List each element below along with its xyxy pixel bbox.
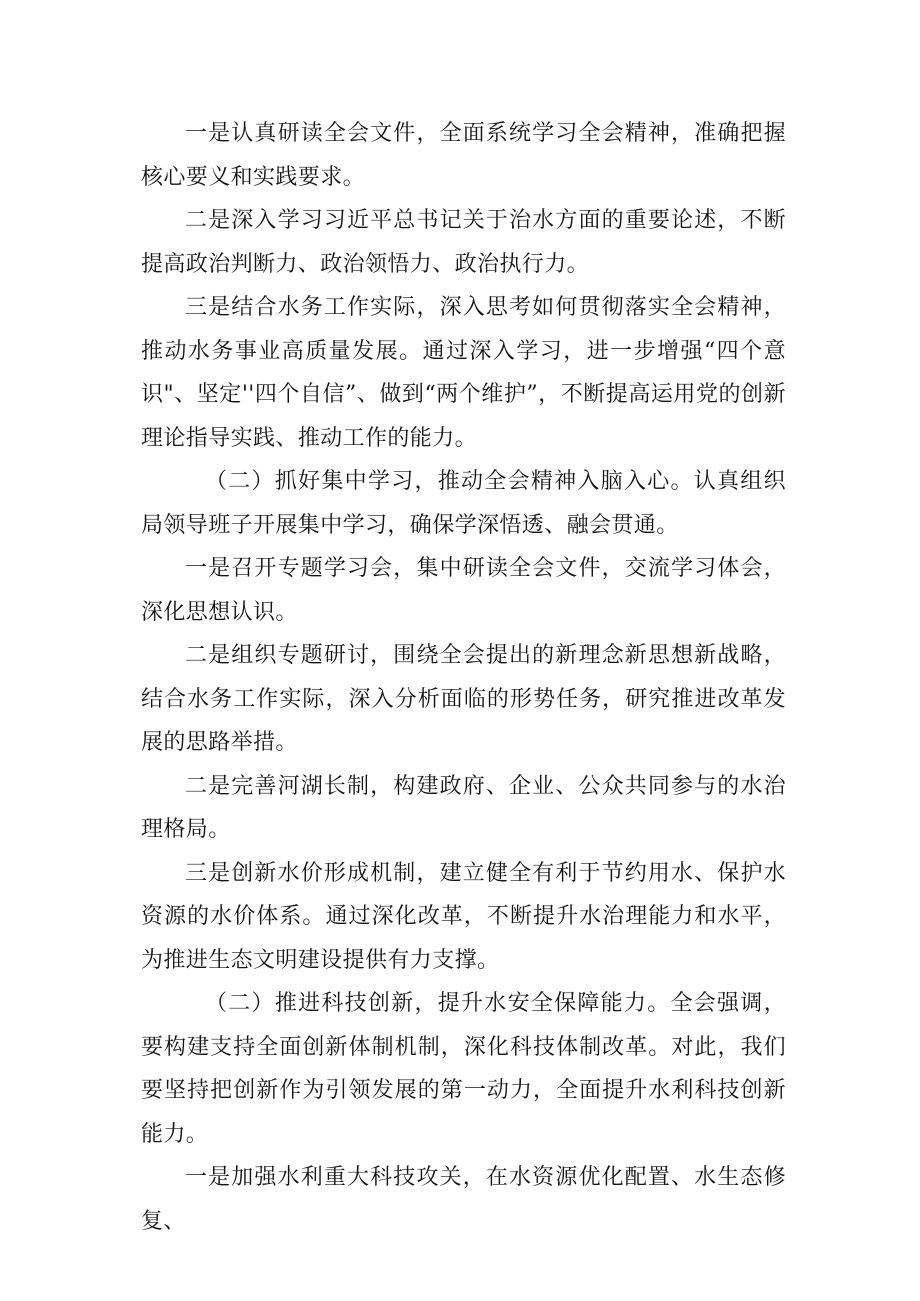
paragraph-5: 一是召开专题学习会，集中研读全会文件，交流学习体会，深化思想认识。 (141, 556, 786, 625)
paragraph-1: 一是认真研读全会文件，全面系统学习全会精神，准确把握核心要义和实践要求。 (141, 121, 786, 190)
paragraph-3: 三是结合水务工作实际，深入思考如何贯彻落实全会精神，推动水务事业高质量发展。通过深入学习，进一步增强“四个意识"、坚定''四个自信”、做到“两个维护”，不断提高运用党的创新理论指导实践、推动工作的能力。 (141, 295, 786, 451)
paragraph-6: 二是组织专题研讨，围绕全会提出的新理念新思想新战略，结合水务工作实际，深入分析面临的形势任务，研究推进改革发展的思路举措。 (141, 643, 786, 755)
paragraph-2: 二是深入学习习近平总书记关于治水方面的重要论述，不断提高政治判断力、政治领悟力、政治执行力。 (141, 208, 786, 277)
section-heading-paragraph-1: （二）抓好集中学习，推动全会精神入脑入心。认真组织局领导班子开展集中学习，确保学深悟透、融会贯通。 (141, 469, 786, 538)
paragraph-7: 二是完善河湖长制，构建政府、企业、公众共同参与的水治理格局。 (141, 773, 786, 842)
section-heading-paragraph-2: （二）推进科技创新，提升水安全保障能力。全会强调，要构建支持全面创新体制机制，深化科技体制改革。对此，我们要坚持把创新作为引领发展的第一动力，全面提升水利科技创新能力。 (141, 991, 786, 1147)
paragraph-10: 一是加强水利重大科技攻关，在水资源优化配置、水生态修复、 (141, 1165, 786, 1234)
document-body (141, 112, 786, 1243)
paragraph-8: 三是创新水价形成机制，建立健全有利于节约用水、保护水资源的水价体系。通过深化改革，不断提升水治理能力和水平，为推进生态文明建设提供有力支撑。 (141, 860, 786, 973)
